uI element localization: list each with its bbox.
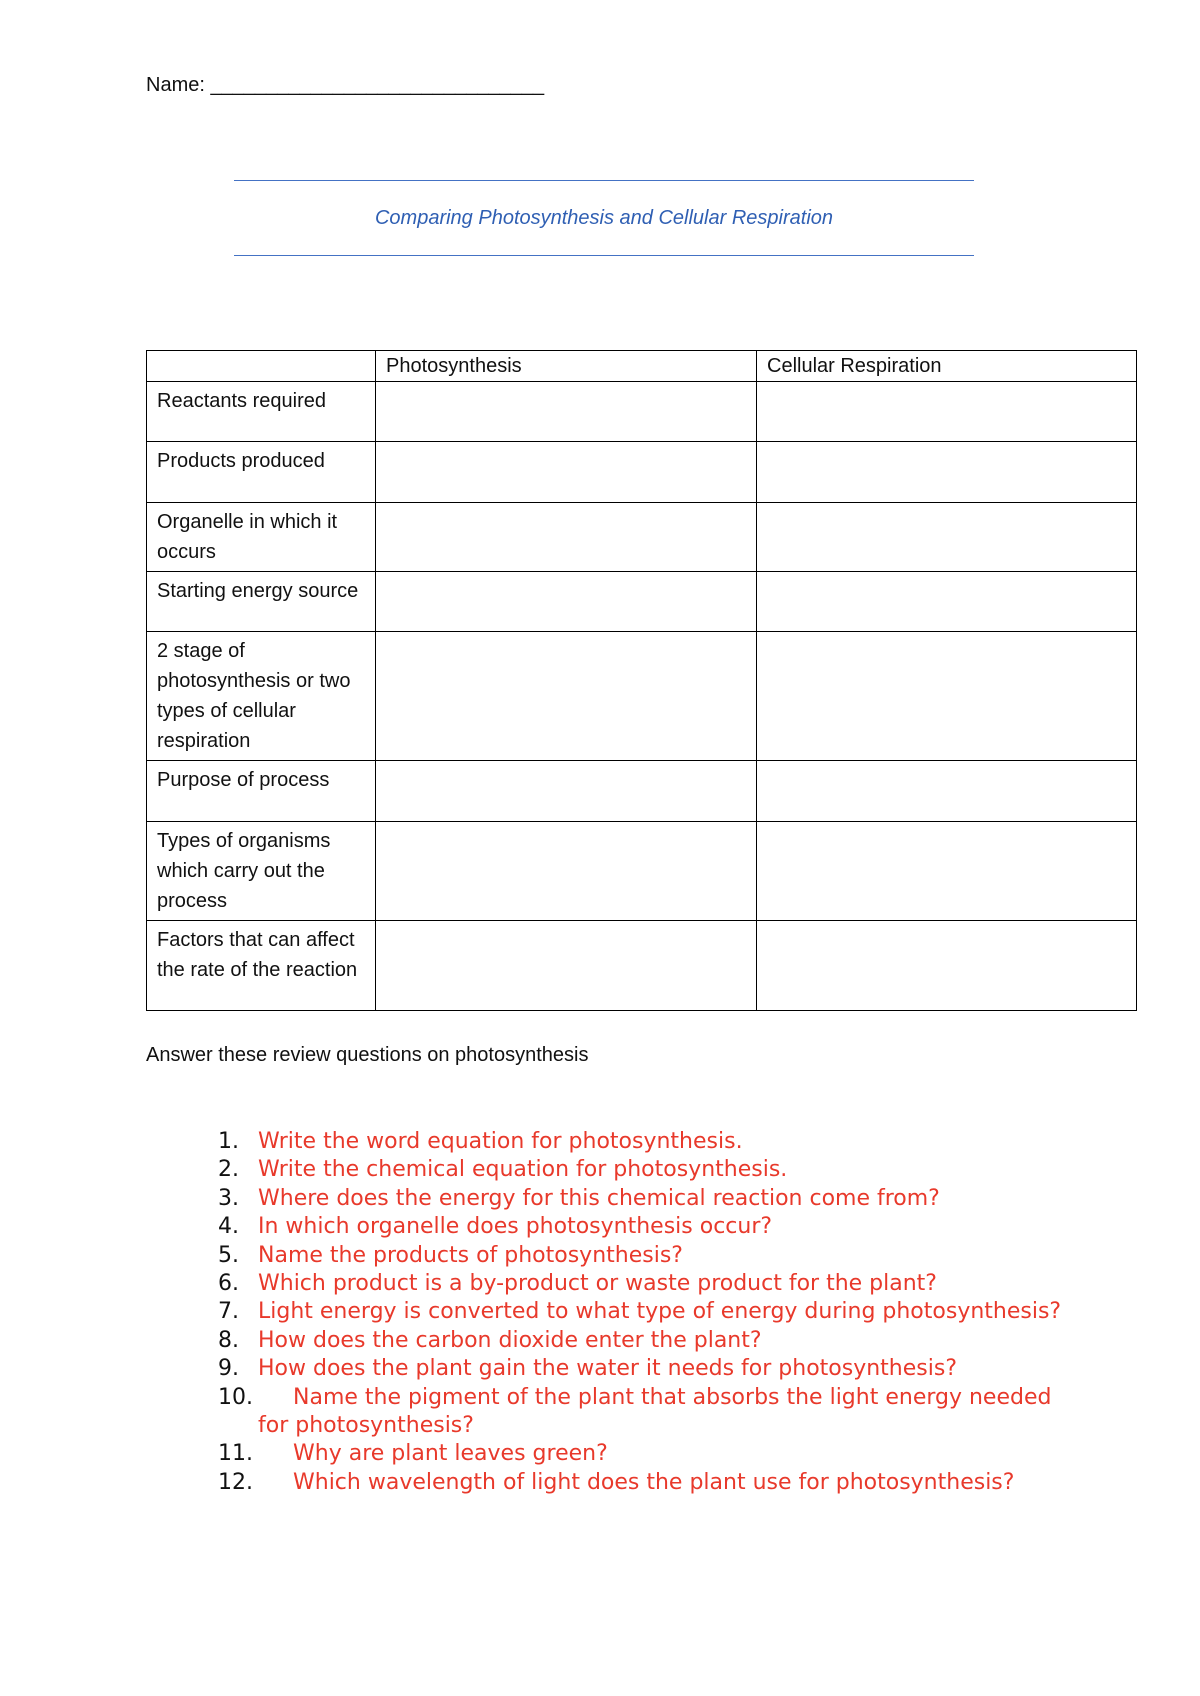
question-number: 9.: [218, 1356, 239, 1382]
question-number: 8.: [218, 1327, 239, 1353]
answer-cell-respiration[interactable]: [757, 503, 1137, 572]
list-item: [218, 1156, 1078, 1184]
list-item: [218, 1327, 1078, 1355]
answer-cell-photosynthesis[interactable]: [376, 761, 757, 822]
question-text: Name the pigment of the plant that absorbs the light energy needed for photosynthesis?: [258, 1384, 1052, 1439]
row-label: Starting energy source: [147, 572, 376, 632]
row-label: 2 stage of photosynthesis or two types of cellular respiration: [147, 632, 376, 761]
question-number: 3.: [218, 1185, 239, 1211]
list-item: [218, 1384, 1078, 1441]
list-item: [218, 1242, 1078, 1270]
list-item: [218, 1469, 1078, 1497]
list-item: [218, 1440, 1078, 1468]
table-header-row: [147, 351, 1137, 382]
answer-cell-photosynthesis[interactable]: [376, 572, 757, 632]
answer-cell-respiration[interactable]: [757, 632, 1137, 761]
question-text: Name the products of photosynthesis?: [258, 1242, 683, 1268]
row-label: Organelle in which it occurs: [147, 503, 376, 572]
question-text: Which wavelength of light does the plant use for photosynthesis?: [293, 1469, 1015, 1495]
review-questions-list: [218, 1128, 1078, 1497]
answer-cell-photosynthesis[interactable]: [376, 442, 757, 503]
question-number: 6.: [218, 1271, 239, 1297]
question-number: 5.: [218, 1242, 239, 1268]
list-item: [218, 1185, 1078, 1213]
answer-cell-respiration[interactable]: [757, 442, 1137, 503]
header-cellular-respiration: Cellular Respiration: [757, 351, 1137, 382]
question-number: 1.: [218, 1129, 239, 1154]
answer-cell-respiration[interactable]: [757, 921, 1137, 1011]
list-item: [218, 1270, 1078, 1298]
header-photosynthesis: Photosynthesis: [376, 351, 757, 382]
answer-cell-photosynthesis[interactable]: [376, 822, 757, 921]
answer-cell-respiration[interactable]: [757, 822, 1137, 921]
question-text: How does the carbon dioxide enter the plant?: [258, 1327, 762, 1353]
table-row: [147, 572, 1137, 632]
table-row: [147, 503, 1137, 572]
question-number: 12.: [218, 1469, 253, 1495]
list-item: [218, 1298, 1078, 1326]
table-row: [147, 382, 1137, 442]
row-label: Purpose of process: [147, 761, 376, 822]
list-item: [218, 1213, 1078, 1241]
question-text: Light energy is converted to what type of energy during photosynthesis?: [258, 1299, 1062, 1325]
title-banner: [234, 180, 974, 256]
table-row: [147, 822, 1137, 921]
list-item: [218, 1355, 1078, 1383]
header-blank: [147, 351, 376, 382]
answer-cell-respiration[interactable]: [757, 761, 1137, 822]
question-text: In which organelle does photosynthesis occur?: [258, 1214, 773, 1240]
table-row: [147, 442, 1137, 503]
name-field-label: Name: ______________________________: [146, 74, 545, 96]
row-label: Factors that can affect the rate of the reaction: [147, 921, 376, 1011]
answer-cell-photosynthesis[interactable]: [376, 632, 757, 761]
table-row: [147, 632, 1137, 761]
question-number: 10.: [218, 1384, 253, 1410]
table-row: [147, 761, 1137, 822]
answer-cell-photosynthesis[interactable]: [376, 921, 757, 1011]
answer-cell-respiration[interactable]: [757, 382, 1137, 442]
question-text: How does the plant gain the water it needs for photosynthesis?: [258, 1356, 957, 1382]
answer-cell-respiration[interactable]: [757, 572, 1137, 632]
comparison-table: [146, 350, 1137, 1011]
question-text: Which product is a by-product or waste product for the plant?: [258, 1271, 937, 1297]
question-number: 7.: [218, 1299, 239, 1325]
table-row: [147, 921, 1137, 1011]
answer-cell-photosynthesis[interactable]: [376, 503, 757, 572]
row-label: Products produced: [147, 442, 376, 503]
question-number: 4.: [218, 1214, 239, 1240]
questions-intro: Answer these review questions on photosynthesis: [146, 1044, 589, 1066]
question-text: Where does the energy for this chemical reaction come from?: [258, 1185, 940, 1211]
question-text: Write the word equation for photosynthesis.: [258, 1129, 743, 1154]
worksheet-title: Comparing Photosynthesis and Cellular Respiration: [374, 206, 834, 229]
answer-cell-photosynthesis[interactable]: [376, 382, 757, 442]
row-label: Reactants required: [147, 382, 376, 442]
question-number: 11.: [218, 1441, 253, 1467]
question-text: Why are plant leaves green?: [293, 1441, 608, 1467]
question-text: Write the chemical equation for photosynthesis.: [258, 1157, 788, 1183]
question-number: 2.: [218, 1157, 239, 1183]
row-label: Types of organisms which carry out the process: [147, 822, 376, 921]
list-item: [218, 1128, 1078, 1156]
